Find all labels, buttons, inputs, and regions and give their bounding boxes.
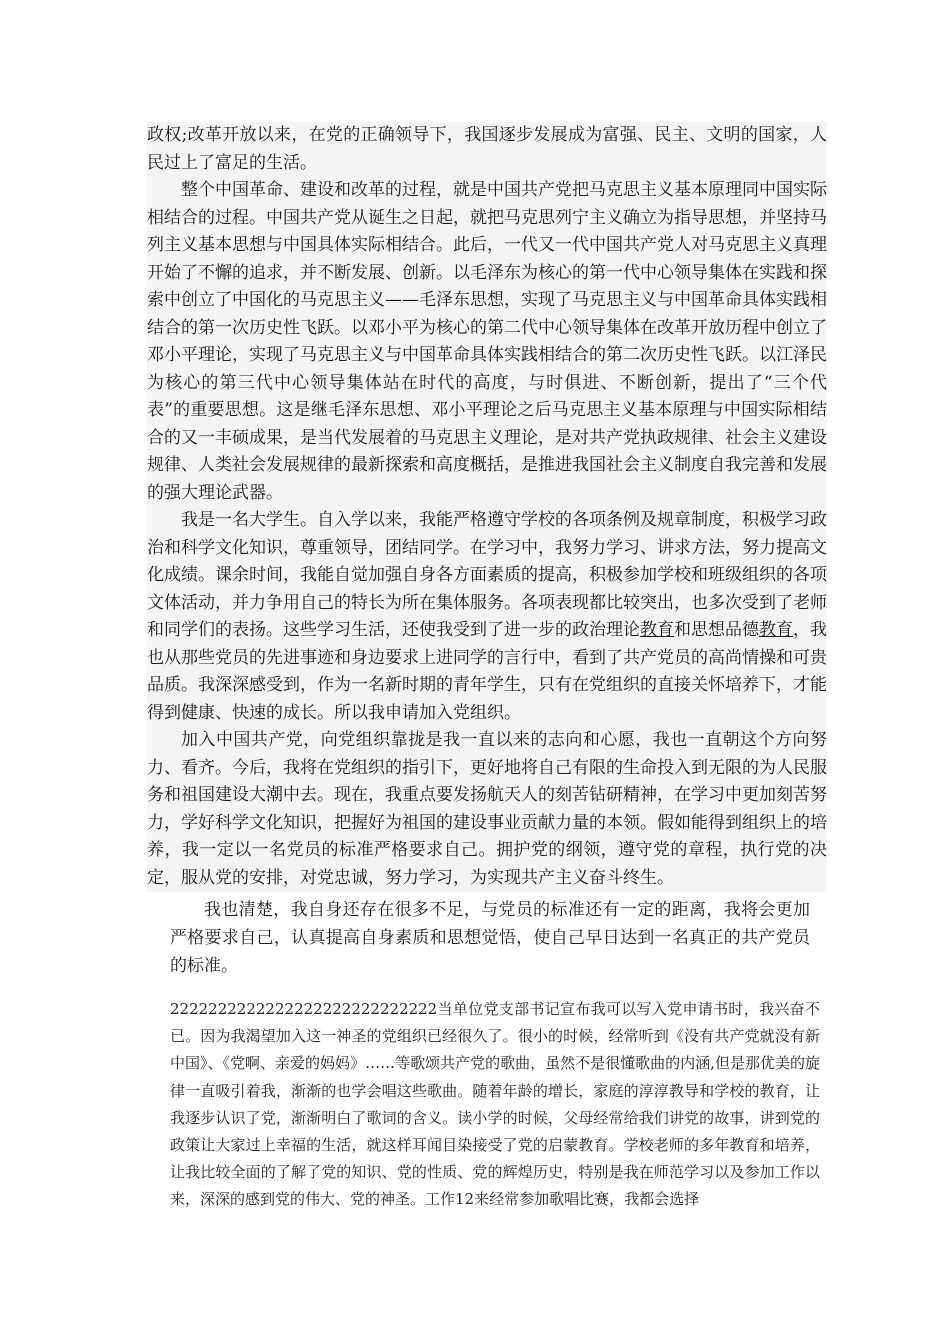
self-reflection-section [170,896,810,980]
paragraph-text: 和思想品德 [674,620,759,640]
paragraph-commitment: 加入中国共产党，向党组织靠拢是我一直以来的志向和心愿，我也一直朝这个方向努力、看齐。今后，我将在党组织的指引下，更好地将自己有限的生命投入到无限的为人民服务和祖国建设大潮中去。现在，我重点要发扬航天人的刻苦钻研精神，在学习中更加刻苦努力，学好科学文化知识，把握好为祖国的建设事业贡献力量的本领。假如能得到组织上的培养，我一定以一名党员的标准严格要求自己。拥护党的纲领，遵守党的章程，执行党的决定，服从党的安排，对党忠诚，努力学习，为实现共产主义奋斗终生。 [147,727,827,892]
paragraph-text: ，我也从那些党员的先进事迹和身边要求上进同学的言行中，看到了共产党员的高尚情操和可贵品质。我深深感受到，作为一名新时期的青年学生，只有在党组织的直接关怀培养下，才能得到健康、快速的成长。所以我申请加入党组织。 [147,620,827,723]
paragraph-second-application: 2222222222222222222222222222当单位党支部书记宣布我可以写入党申请书时，我兴奋不已。因为我渴望加入这一神圣的党组织已经很久了。很小的时候，经常听到《没有共产党就没有新中国》、《党啊、亲爱的妈妈》……等歌颂共产党的歌曲，虽然不是很懂歌曲的内涵,但是那优美的旋律一直吸引着我，渐渐的也学会唱这些歌曲。随着年龄的增长，家庭的淳淳教导和学校的教育，让我逐步认识了党，渐渐明白了歌词的含义。读小学的时候，父母经常给我们讲党的故事，讲到党的政策让大家过上幸福的生活，就这样耳闻目染接受了党的启蒙教育。学校老师的多年教育和培养，让我比较全面的了解了党的知识、党的性质、党的辉煌历史，特别是我在师范学习以及参加工作以来，深深的感到党的伟大、党的神圣。工作12来经常参加歌唱比赛，我都会选择 [170,1000,820,1209]
second-application-section [170,996,820,1214]
application-body-section [147,122,827,892]
education-link[interactable]: 教育 [759,620,793,640]
paragraph-student-self-intro [147,507,827,727]
paragraph-text: 我是一名大学生。自入学以来，我能严格遵守学校的各项条例及规章制度，积极学习政治和科学文化知识，尊重领导，团结同学。在学习中，我努力学习、讲求方法，努力提高文化成绩。课余时间，我能自觉加强自身各方面素质的提高，积极参加学校和班级组织的各项文体活动，并力争用自己的特长为所在集体服务。各项表现都比较突出，也多次受到了老师和同学们的表扬。这些学习生活，还使我受到了进一步的政治理论 [147,510,827,640]
paragraph-self-reflection: 我也清楚，我自身还存在很多不足，与党员的标准还有一定的距离，我将会更加严格要求自己，认真提高自身素质和思想觉悟，使自己早日达到一名真正的共产党员的标准。 [170,900,810,976]
paragraph-marxism-history: 整个中国革命、建设和改革的过程，就是中国共产党把马克思主义基本原理同中国实际相结合的过程。中国共产党从诞生之日起，就把马克思列宁主义确立为指导思想，并坚持马列主义基本思想与中国具体实际相结合。此后，一代又一代中国共产党人对马克思主义真理开始了不懈的追求，并不断发展、创新。以毛泽东为核心的第一代中心领导集体在实践和探索中创立了中国化的马克思主义——毛泽东思想，实现了马克思主义与中国革命具体实践相结合的第一次历史性飞跃。以邓小平为核心的第二代中心领导集体在改革开放历程中创立了邓小平理论，实现了马克思主义与中国革命具体实践相结合的第二次历史性飞跃。以江泽民为核心的第三代中心领导集体站在时代的高度，与时俱进、不断创新，提出了“三个代表”的重要思想。这是继毛泽东思想、邓小平理论之后马克思主义基本原理与中国实际相结合的又一丰硕成果，是当代发展着的马克思主义理论，是对共产党执政规律、社会主义建设规律、人类社会发展规律的最新探索和高度概括，是推进我国社会主义制度自我完善和发展的强大理论武器。 [147,177,827,507]
paragraph-continuation: 政权;改革开放以来，在党的正确领导下，我国逐步发展成为富强、民主、文明的国家，人民过上了富足的生活。 [147,122,827,177]
education-link[interactable]: 教育 [640,620,674,640]
